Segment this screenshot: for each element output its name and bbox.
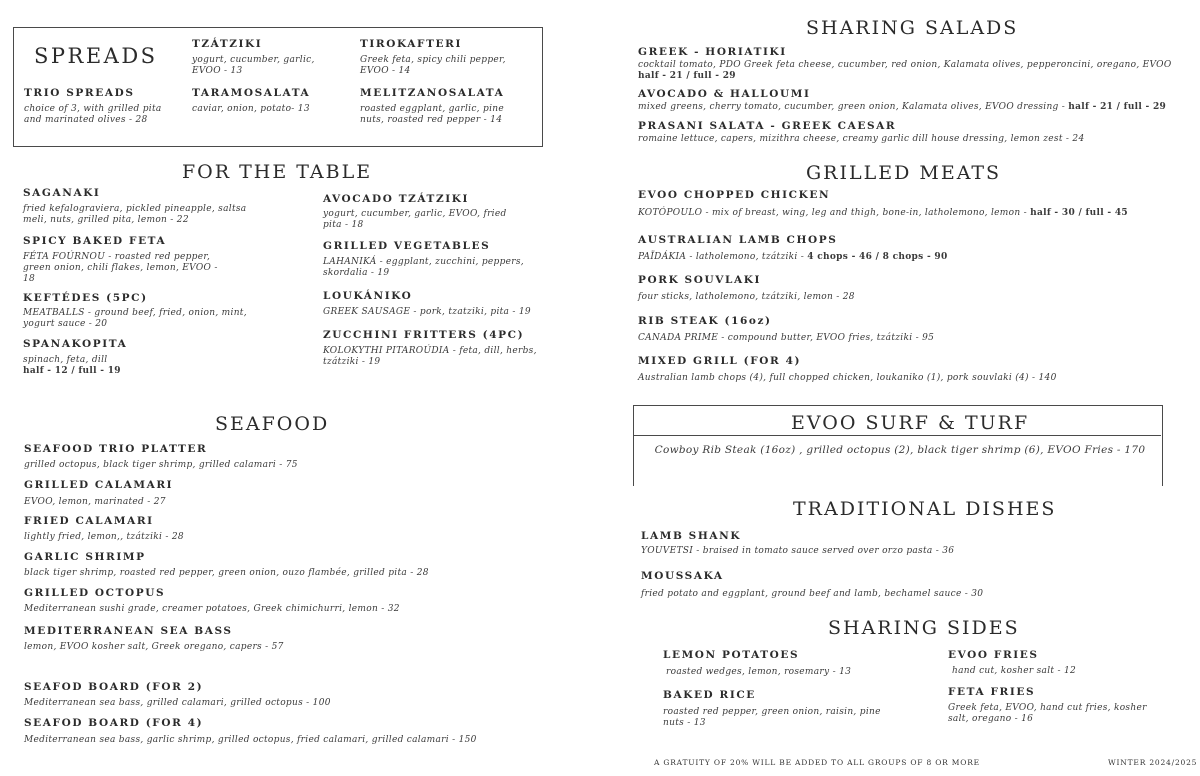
menu-item-name: MOUSSAKA [641, 570, 724, 582]
menu-item-name: SPANAKOPITA [23, 338, 128, 350]
menu-item-desc: yogurt, cucumber, garlic, EVOO, fried pita - 18 [323, 209, 507, 230]
menu-item-name: TRIO SPREADS [24, 87, 135, 99]
menu-item-desc: lightly fried, lemon,, tzátziki - 28 [24, 532, 184, 542]
menu-item-desc: MEATBALLS - ground beef, fried, onion, mint, yogurt sauce - 20 [23, 308, 247, 329]
menu-item-desc: grilled octopus, black tiger shrimp, grilled calamari - 75 [24, 460, 298, 470]
menu-item-name: KEFTÉDES (5PC) [23, 292, 148, 304]
section-title-seafood: SEAFOOD [215, 413, 330, 435]
menu-item-desc: romaine lettuce, capers, mizithra cheese, creamy garlic dill house dressing, lemon zest - 24 [638, 134, 1085, 144]
menu-item-desc: FÉTA FOÚRNOU - roasted red pepper, green onion, chili flakes, lemon, EVOO - 18 [23, 252, 218, 284]
menu-item-name: LEMON POTATOES [663, 649, 800, 661]
menu-item-desc: Australian lamb chops (4), full chopped chicken, loukaniko (1), pork souvlaki (4) - 140 [638, 373, 1057, 383]
menu-item-name: SAGANAKI [23, 187, 101, 199]
menu-item-desc: caviar, onion, potato- 13 [192, 104, 310, 114]
menu-item-name: BAKED RICE [663, 689, 756, 701]
menu-item-name: GRILLED CALAMARI [24, 479, 174, 491]
menu-item-name: GRILLED VEGETABLES [323, 240, 491, 252]
menu-item-name: GREEK - HORIATIKI [638, 46, 787, 58]
menu-item-desc: Mediterranean sea bass, garlic shrimp, grilled octopus, fried calamari, grilled calamari - 150 [24, 735, 477, 745]
spreads-title: SPREADS [34, 44, 158, 68]
menu-item-desc: black tiger shrimp, roasted red pepper, green onion, ouzo flambée, grilled pita - 28 [24, 568, 429, 578]
menu-item-name: ZUCCHINI FRITTERS (4PC) [323, 329, 525, 341]
menu-item-desc: KOTÓPOULO - mix of breast, wing, leg and thigh, bone-in, latholemono, lemon - half - 30 / full - 45 [638, 208, 1128, 218]
menu-item-desc: cocktail tomato, PDO Greek feta cheese, cucumber, red onion, Kalamata olives, pepperoncini, oregano, EVOO [638, 60, 1172, 70]
menu-item-desc: fried potato and eggplant, ground beef and lamb, bechamel sauce - 30 [641, 589, 984, 599]
menu-item-name: FRIED CALAMARI [24, 515, 154, 527]
menu-item-name: PORK SOUVLAKI [638, 274, 761, 286]
menu-item-name: EVOO CHOPPED CHICKEN [638, 189, 831, 201]
menu-item-name: FETA FRIES [948, 686, 1036, 698]
menu-item-desc: Mediterranean sushi grade, creamer potatoes, Greek chimichurri, lemon - 32 [24, 604, 400, 614]
menu-item-desc: lemon, EVOO kosher salt, Greek oregano, capers - 57 [24, 642, 284, 652]
menu-item-desc: KOLOKYTHI PITAROÚDIA - feta, dill, herbs, tzátziki - 19 [323, 346, 537, 367]
menu-item-name: SEAFOOD TRIO PLATTER [24, 443, 208, 455]
menu-item-desc: YOUVETSI - braised in tomato sauce served over orzo pasta - 36 [641, 546, 955, 556]
menu-item-name: SEAFOD BOARD (FOR 2) [24, 681, 204, 693]
menu-item-desc: spinach, feta, dill [23, 355, 108, 365]
menu-item-name: RIB STEAK (16oz) [638, 315, 772, 327]
surf-turf-desc: Cowboy Rib Steak (16oz) , grilled octopus (2), black tiger shrimp (6), EVOO Fries - 170 [654, 444, 1146, 456]
menu-item-desc: four sticks, latholemono, tzátziki, lemon - 28 [638, 292, 855, 302]
menu-item-desc: LAHANIKÁ - eggplant, zucchini, peppers, skordalia - 19 [323, 257, 524, 278]
menu-item-name: AVOCADO & HALLOUMI [638, 88, 811, 100]
menu-item-name: AVOCADO TZÁTZIKI [323, 193, 469, 205]
section-title-surf-turf: EVOO SURF & TURF [791, 412, 1030, 434]
section-title-traditional-dishes: TRADITIONAL DISHES [793, 498, 1057, 520]
section-title-grilled-meats: GRILLED MEATS [806, 162, 1002, 184]
section-title-sharing-sides: SHARING SIDES [828, 617, 1020, 639]
menu-item-desc: hand cut, kosher salt - 12 [952, 666, 1077, 676]
menu-item-name: TARAMOSALATA [192, 87, 311, 99]
menu-item-name: TZÁTZIKI [192, 38, 263, 50]
menu-item-name: TIROKAFTERI [360, 38, 462, 50]
menu-item-price: half - 12 / full - 19 [23, 366, 121, 376]
menu-item-desc: Mediterranean sea bass, grilled calamari, grilled octopus - 100 [24, 698, 331, 708]
menu-item-desc: CANADA PRIME - compound butter, EVOO fries, tzátziki - 95 [638, 333, 935, 343]
menu-item-desc: Greek feta, EVOO, hand cut fries, kosher salt, oregano - 16 [948, 703, 1147, 724]
section-title-for-the-table: FOR THE TABLE [182, 161, 373, 183]
menu-item-price: half - 21 / full - 29 [638, 71, 736, 81]
menu-item-name: SEAFOD BOARD (FOR 4) [24, 717, 204, 729]
menu-item-name: LAMB SHANK [641, 530, 742, 542]
surf-turf-divider [633, 435, 1161, 436]
section-title-sharing-salads: SHARING SALADS [806, 17, 1019, 39]
menu-item-name: PRASANI SALATA - GREEK CAESAR [638, 120, 897, 132]
menu-item-desc: roasted red pepper, green onion, raisin, pine nuts - 13 [663, 707, 881, 728]
menu-item-desc: yogurt, cucumber, garlic, EVOO - 13 [192, 55, 315, 76]
menu-item-desc: fried kefalograviera, pickled pineapple, saltsa meli, nuts, grilled pita, lemon - 22 [23, 204, 247, 225]
season-label: WINTER 2024/2025 [1108, 758, 1198, 767]
menu-item-desc: GREEK SAUSAGE - pork, tzatziki, pita - 19 [323, 307, 531, 317]
menu-item-desc: PAÏDÁKIA - latholemono, tzátziki - 4 chops - 46 / 8 chops - 90 [638, 252, 948, 262]
menu-item-name: AUSTRALIAN LAMB CHOPS [638, 234, 838, 246]
menu-item-name: EVOO FRIES [948, 649, 1039, 661]
menu-item-desc: roasted wedges, lemon, rosemary - 13 [666, 667, 852, 677]
menu-item-desc: Greek feta, spicy chili pepper, EVOO - 14 [360, 55, 506, 76]
menu-item-name: SPICY BAKED FETA [23, 235, 167, 247]
menu-item-name: LOUKÁNIKO [323, 290, 413, 302]
menu-item-name: MIXED GRILL (FOR 4) [638, 355, 802, 367]
menu-item-name: GRILLED OCTOPUS [24, 587, 166, 599]
menu-item-name: GARLIC SHRIMP [24, 551, 146, 563]
menu-item-desc: roasted eggplant, garlic, pine nuts, roasted red pepper - 14 [360, 104, 504, 125]
menu-item-desc: choice of 3, with grilled pita and marinated olives - 28 [24, 104, 162, 125]
menu-item-desc: mixed greens, cherry tomato, cucumber, green onion, Kalamata olives, EVOO dressing - half - 21 / full - 29 [638, 102, 1167, 112]
menu-item-name: MEDITERRANEAN SEA BASS [24, 625, 233, 637]
gratuity-note: A GRATUITY OF 20% WILL BE ADDED TO ALL GROUPS OF 8 OR MORE [654, 758, 980, 767]
menu-item-desc: EVOO, lemon, marinated - 27 [24, 497, 166, 507]
menu-item-name: MELITZANOSALATA [360, 87, 505, 99]
